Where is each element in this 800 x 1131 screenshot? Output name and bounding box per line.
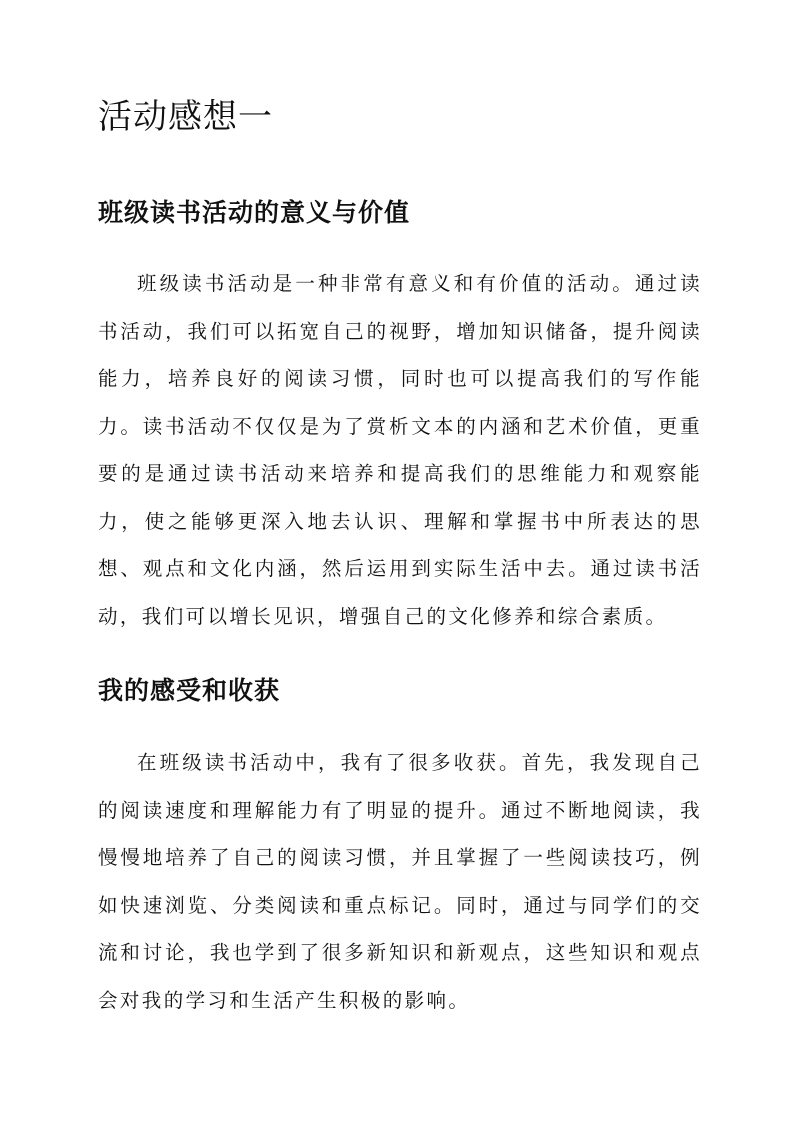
section-heading-feelings-and-gains: 我的感受和收获 — [98, 676, 281, 705]
section-heading-meaning-and-value: 班级读书活动的意义与价值 — [98, 198, 411, 227]
document-title: 活动感想一 — [98, 97, 273, 137]
section-paragraph-meaning-and-value: 班级读书活动是一种非常有意义和有价值的活动。通过读书活动，我们可以拓宽自己的视野，增加知识储备，提升阅读能力，培养良好的阅读习惯，同时也可以提高我们的写作能力。读书活动不仅仅是为了赏析文本的内涵和艺术价值，更重要的是通过读书活动来培养和提高我们的思维能力和观察能力，使之能够更深入地去认识、理解和掌握书中所表达的思想、观点和文化内涵，然后运用到实际生活中去。通过读书活动，我们可以增长见识，增强自己的文化修养和综合素质。 — [98, 272, 702, 628]
section-paragraph-feelings-and-gains: 在班级读书活动中，我有了很多收获。首先，我发现自己的阅读速度和理解能力有了明显的提升。通过不断地阅读，我慢慢地培养了自己的阅读习惯，并且掌握了一些阅读技巧，例如快速浏览、分类阅读和重点标记。同时，通过与同学们的交流和讨论，我也学到了很多新知识和新观点，这些知识和观点会对我的学习和生活产生积极的影响。 — [98, 751, 702, 1012]
